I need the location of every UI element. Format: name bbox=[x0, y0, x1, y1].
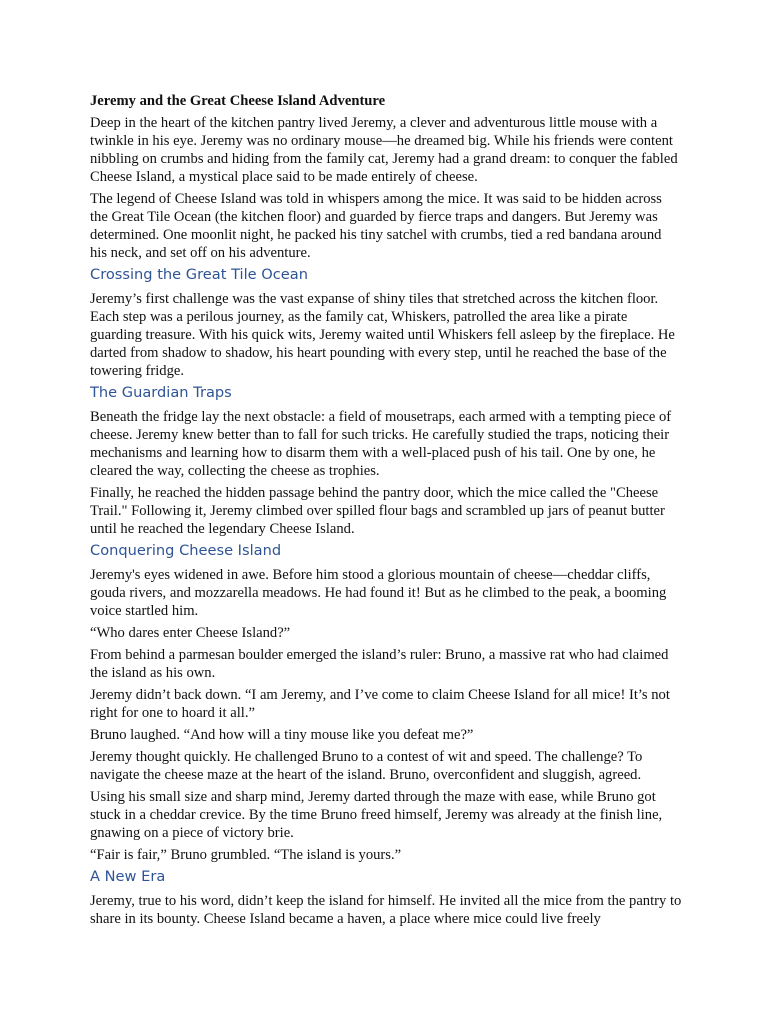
paragraph: Jeremy’s first challenge was the vast expanse of shiny tiles that stretched across the kitchen floor. Each step was a perilous journey, as the family cat, Whiskers, patrolled the area like a pirate guarding treasure. With his quick wits, Jeremy waited until Whiskers fell asleep by the fireplace. He darted from shadow to shadow, his heart pounding with every step, until he reached the base of the towering fridge. bbox=[90, 291, 675, 379]
paragraph: Bruno laughed. “And how will a tiny mouse like you defeat me?” bbox=[90, 727, 474, 743]
paragraph: Deep in the heart of the kitchen pantry lived Jeremy, a clever and adventurous little mouse with a twinkle in his eye. Jeremy was no ordinary mouse—he dreamed big. While his friends were content nibbling on crumbs and hiding from the family cat, Jeremy had a grand dream: to conquer the fabled Cheese Island, a mystical place said to be made entirely of cheese. bbox=[90, 115, 678, 185]
document-page bbox=[90, 92, 682, 932]
paragraph: Jeremy, true to his word, didn’t keep the island for himself. He invited all the mice from the pantry to share in its bounty. Cheese Island became a haven, a place where mice could live freely bbox=[90, 893, 682, 927]
document-title: Jeremy and the Great Cheese Island Adventure bbox=[90, 93, 386, 109]
paragraph: Jeremy's eyes widened in awe. Before him stood a glorious mountain of cheese—cheddar cliffs, gouda rivers, and mozzarella meadows. He had found it! But as he climbed to the peak, a booming voice startled him. bbox=[90, 567, 667, 619]
paragraph: Beneath the fridge lay the next obstacle: a field of mousetraps, each armed with a tempting piece of cheese. Jeremy knew better than to fall for such tricks. He carefully studied the traps, noticing their mechanisms and learning how to disarm them with a well-placed push of his tail. One by one, he cleared the way, collecting the cheese as trophies. bbox=[90, 409, 672, 479]
paragraph: Jeremy didn’t back down. “I am Jeremy, and I’ve come to claim Cheese Island for all mice! It’s not right for one to hoard it all.” bbox=[90, 687, 670, 721]
paragraph: “Fair is fair,” Bruno grumbled. “The island is yours.” bbox=[90, 847, 402, 863]
section-heading: The Guardian Traps bbox=[90, 384, 232, 401]
section-heading: Conquering Cheese Island bbox=[90, 542, 282, 559]
section-heading: A New Era bbox=[90, 868, 166, 885]
paragraph: Finally, he reached the hidden passage behind the pantry door, which the mice called the "Cheese Trail." Following it, Jeremy climbed over spilled flour bags and scrambled up jars of peanut butter until he reached the legendary Cheese Island. bbox=[90, 485, 665, 537]
paragraph: The legend of Cheese Island was told in whispers among the mice. It was said to be hidden across the Great Tile Ocean (the kitchen floor) and guarded by fierce traps and dangers. But Jeremy was determined. One moonlit night, he packed his tiny satchel with crumbs, tied a red bandana around his neck, and set off on his adventure. bbox=[90, 191, 662, 261]
paragraph: Jeremy thought quickly. He challenged Bruno to a contest of wit and speed. The challenge? To navigate the cheese maze at the heart of the island. Bruno, overconfident and sluggish, agreed. bbox=[90, 749, 643, 783]
section-heading: Crossing the Great Tile Ocean bbox=[90, 266, 308, 283]
paragraph: Using his small size and sharp mind, Jeremy darted through the maze with ease, while Bruno got stuck in a cheddar crevice. By the time Bruno freed himself, Jeremy was already at the finish line, gnawing on a piece of victory brie. bbox=[90, 789, 663, 841]
paragraph: “Who dares enter Cheese Island?” bbox=[90, 625, 291, 641]
paragraph: From behind a parmesan boulder emerged the island’s ruler: Bruno, a massive rat who had claimed the island as his own. bbox=[90, 647, 669, 681]
